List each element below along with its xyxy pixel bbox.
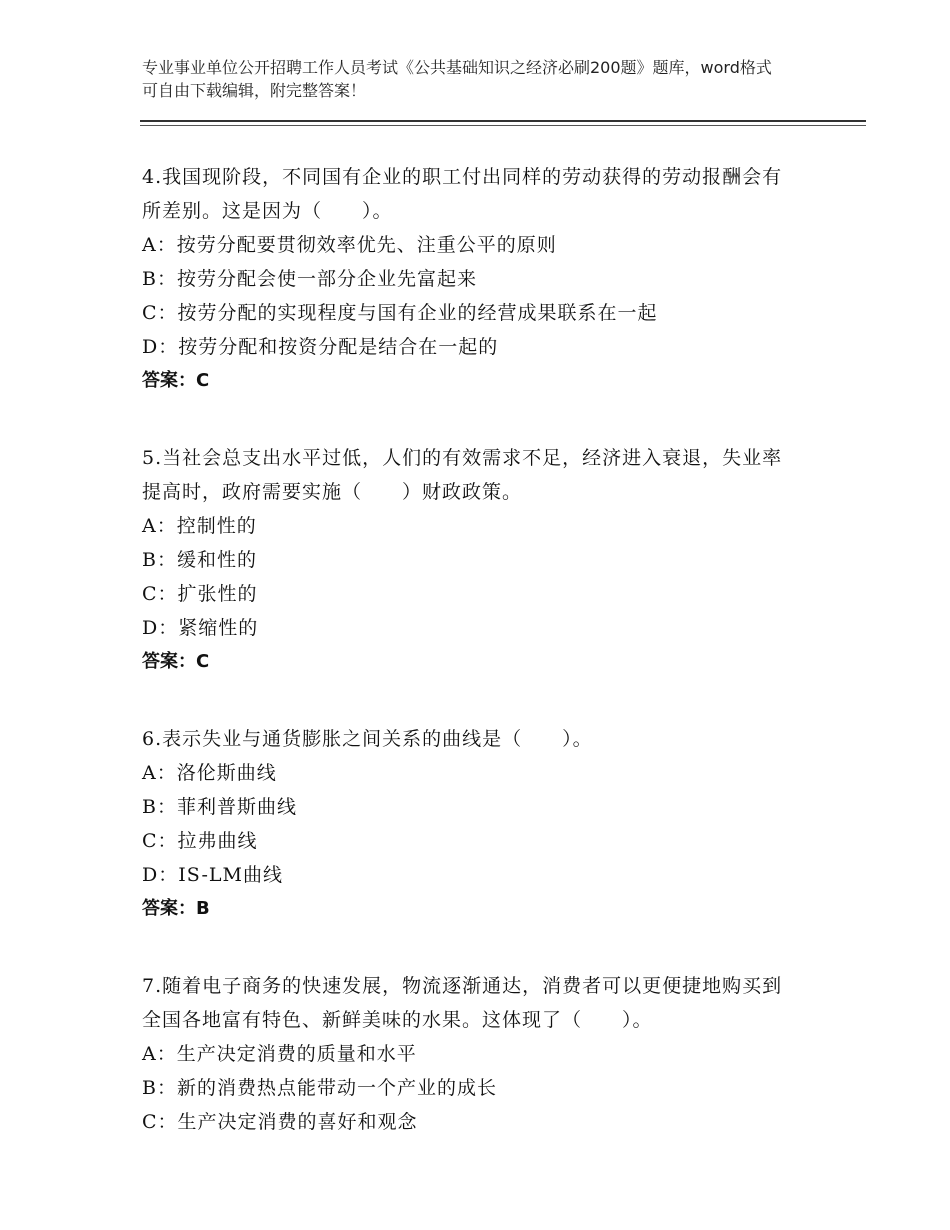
header-divider-thick bbox=[140, 120, 866, 122]
option-c: C：生产决定消费的喜好和观念 bbox=[142, 1111, 418, 1133]
answer-line: 答案：B bbox=[142, 898, 210, 919]
option-d: D：紧缩性的 bbox=[142, 617, 259, 639]
question-stem: 5.当社会总支出水平过低，人们的有效需求不足，经济进入衰退，失业率提高时，政府需要实施（ ）财政政策。 bbox=[142, 447, 783, 503]
option-d: D：按劳分配和按资分配是结合在一起的 bbox=[142, 336, 499, 358]
option-a: A：洛伦斯曲线 bbox=[142, 762, 277, 784]
option-b: B：缓和性的 bbox=[142, 549, 257, 571]
option-c: C：扩张性的 bbox=[142, 583, 258, 605]
option-a: A：按劳分配要贯彻效率优先、注重公平的原则 bbox=[142, 234, 557, 256]
question-stem: 4.我国现阶段，不同国有企业的职工付出同样的劳动获得的劳动报酬会有所差别。这是因为（ ）。 bbox=[142, 166, 783, 222]
question-6 bbox=[142, 722, 802, 926]
question-5 bbox=[142, 441, 802, 679]
question-stem: 6.表示失业与通货膨胀之间关系的曲线是（ ）。 bbox=[142, 728, 593, 750]
option-d: D：IS-LM曲线 bbox=[142, 864, 283, 886]
answer-line: 答案：C bbox=[142, 370, 210, 391]
option-b: B：菲利普斯曲线 bbox=[142, 796, 297, 818]
question-7 bbox=[142, 969, 802, 1139]
question-4 bbox=[142, 160, 802, 398]
option-c: C：拉弗曲线 bbox=[142, 830, 258, 852]
question-stem: 7.随着电子商务的快速发展，物流逐渐通达，消费者可以更便捷地购买到全国各地富有特色、新鲜美味的水果。这体现了（ ）。 bbox=[142, 975, 783, 1031]
option-a: A：控制性的 bbox=[142, 515, 257, 537]
document-title: 专业事业单位公开招聘工作人员考试《公共基础知识之经济必刷200题》题库，word格式可自由下载编辑，附完整答案！ bbox=[142, 58, 772, 100]
answer-line: 答案：C bbox=[142, 651, 210, 672]
document-header bbox=[142, 56, 782, 102]
header-divider-thin bbox=[140, 125, 866, 126]
option-b: B：新的消费热点能带动一个产业的成长 bbox=[142, 1077, 497, 1099]
option-a: A：生产决定消费的质量和水平 bbox=[142, 1043, 417, 1065]
option-c: C：按劳分配的实现程度与国有企业的经营成果联系在一起 bbox=[142, 302, 658, 324]
question-list bbox=[142, 160, 802, 1182]
option-b: B：按劳分配会使一部分企业先富起来 bbox=[142, 268, 477, 290]
